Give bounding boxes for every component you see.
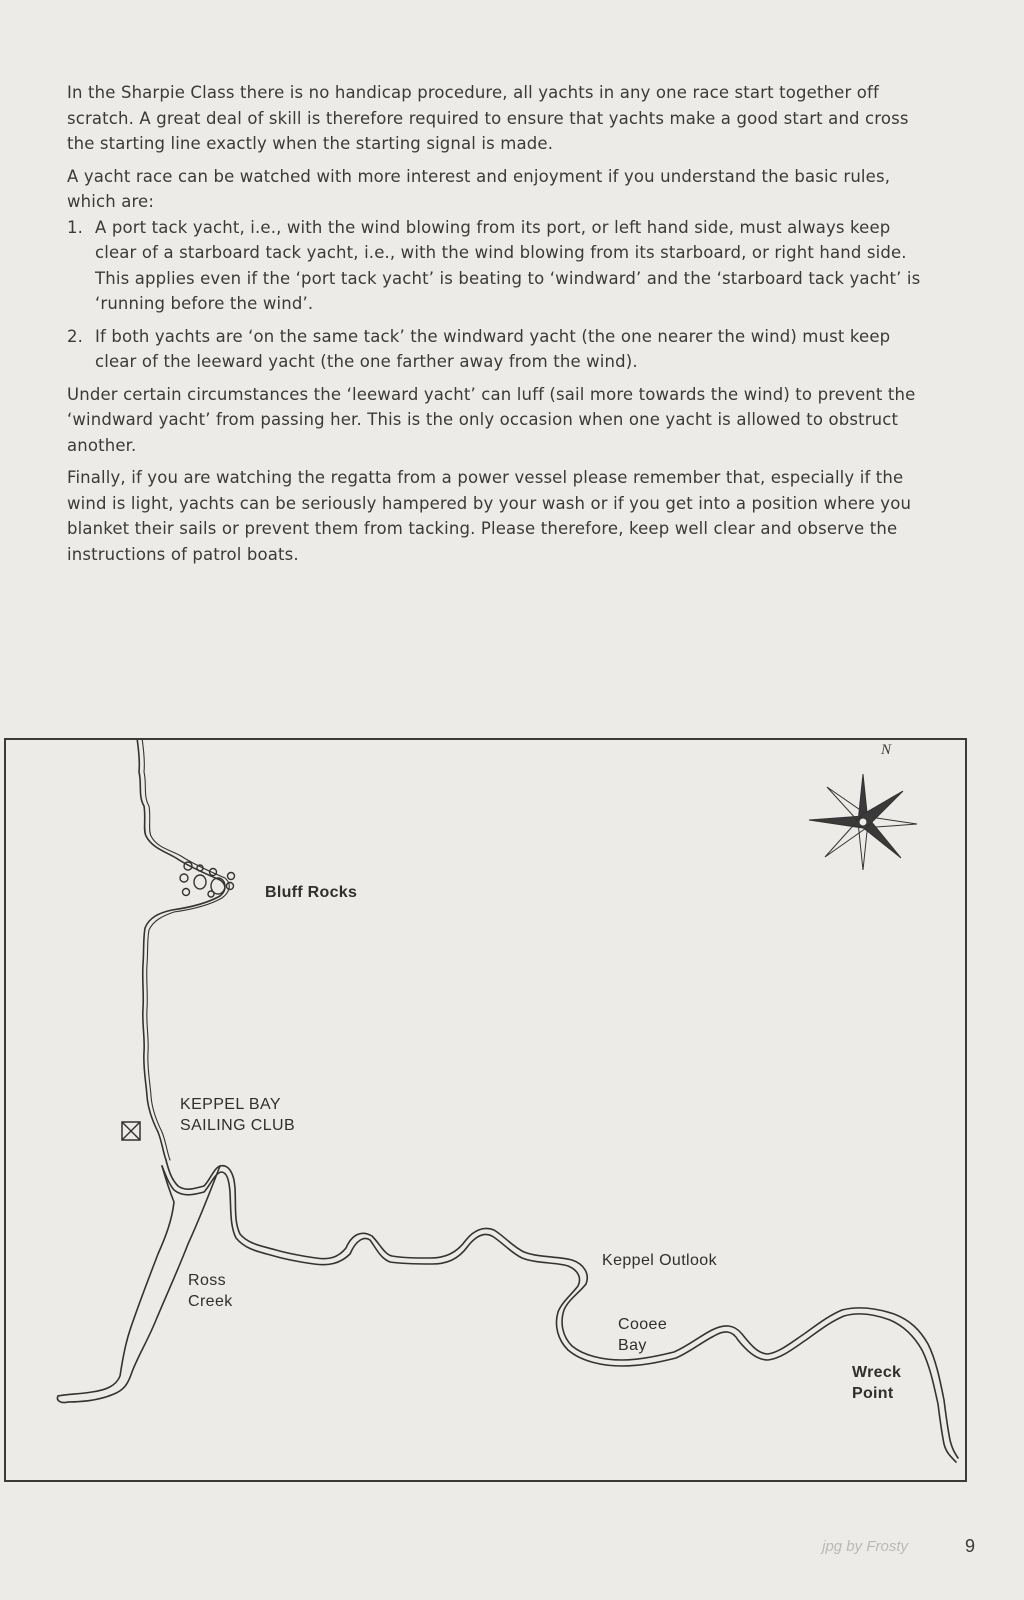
- label-bluff-rocks: Bluff Rocks: [265, 884, 358, 901]
- credit-text: jpg by Frosty: [822, 1538, 908, 1555]
- ross-creek-mouth: [57, 1396, 68, 1403]
- compass-rose: [809, 774, 917, 870]
- rules-list: [67, 215, 927, 375]
- map-drawing: [6, 740, 967, 1482]
- page-number: 9: [964, 1536, 975, 1556]
- north-label: N: [881, 742, 892, 758]
- rule-text: If both yachts are ‘on the same tack’ the windward yacht (the one nearer the wind) must keep clear of the leeward yacht (the one farther away from the wind).: [95, 326, 891, 371]
- leeward-paragraph: Under certain circumstances the ‘leeward yacht’ can luff (sail more towards the wind) to prevent the ‘windward yacht’ from passing her. This is the only occasion when one yacht is allowed to obstruct another.: [67, 384, 916, 455]
- rule-number: 2.: [67, 326, 84, 346]
- ross-creek-west-bank: [58, 1166, 174, 1396]
- rules-intro: A yacht race can be watched with more interest and enjoyment if you understand the basic rules, which are:: [67, 166, 891, 211]
- label-wreck-point: Wreck Point: [852, 1364, 902, 1402]
- rule-item: [67, 324, 927, 375]
- rule-number: 1.: [67, 217, 84, 237]
- label-sailing-club: KEPPEL BAY SAILING CLUB: [180, 1096, 296, 1134]
- label-ross-creek: Ross Creek: [188, 1272, 233, 1310]
- final-paragraph: Finally, if you are watching the regatta from a power vessel please remember that, especially if the wind is light, yachts can be seriously hampered by your wash or if you get into a position where you blanket their sails or prevent them from tacking. Please therefore, keep well clear and observe the instructions of patrol boats.: [67, 468, 912, 564]
- sailing-club-marker: [122, 1122, 140, 1140]
- intro-paragraph: In the Sharpie Class there is no handicap procedure, all yachts in any one race start together off scratch. A great deal of skill is therefore required to ensure that yachts make a good start and cross the starting line exactly when the starting signal is made.: [67, 83, 909, 153]
- creek-upper-bank: [166, 1160, 958, 1458]
- rule-text: A port tack yacht, i.e., with the wind blowing from its port, or left hand side, must always keep clear of a starboard tack yacht, i.e., with the wind blowing from its starboard, or right hand side. This applies even if the ‘port tack yacht’ is beating to ‘windward’ and the ‘starboard tack yacht’ is ‘running before the wind’.: [95, 217, 921, 313]
- rule-item: [67, 215, 927, 317]
- label-keppel-outlook: Keppel Outlook: [602, 1252, 718, 1269]
- creek-lower-bank: [162, 1166, 956, 1462]
- label-cooee-bay: Cooee Bay: [618, 1316, 668, 1354]
- coastline-map: [4, 738, 967, 1482]
- body-text: [67, 80, 927, 574]
